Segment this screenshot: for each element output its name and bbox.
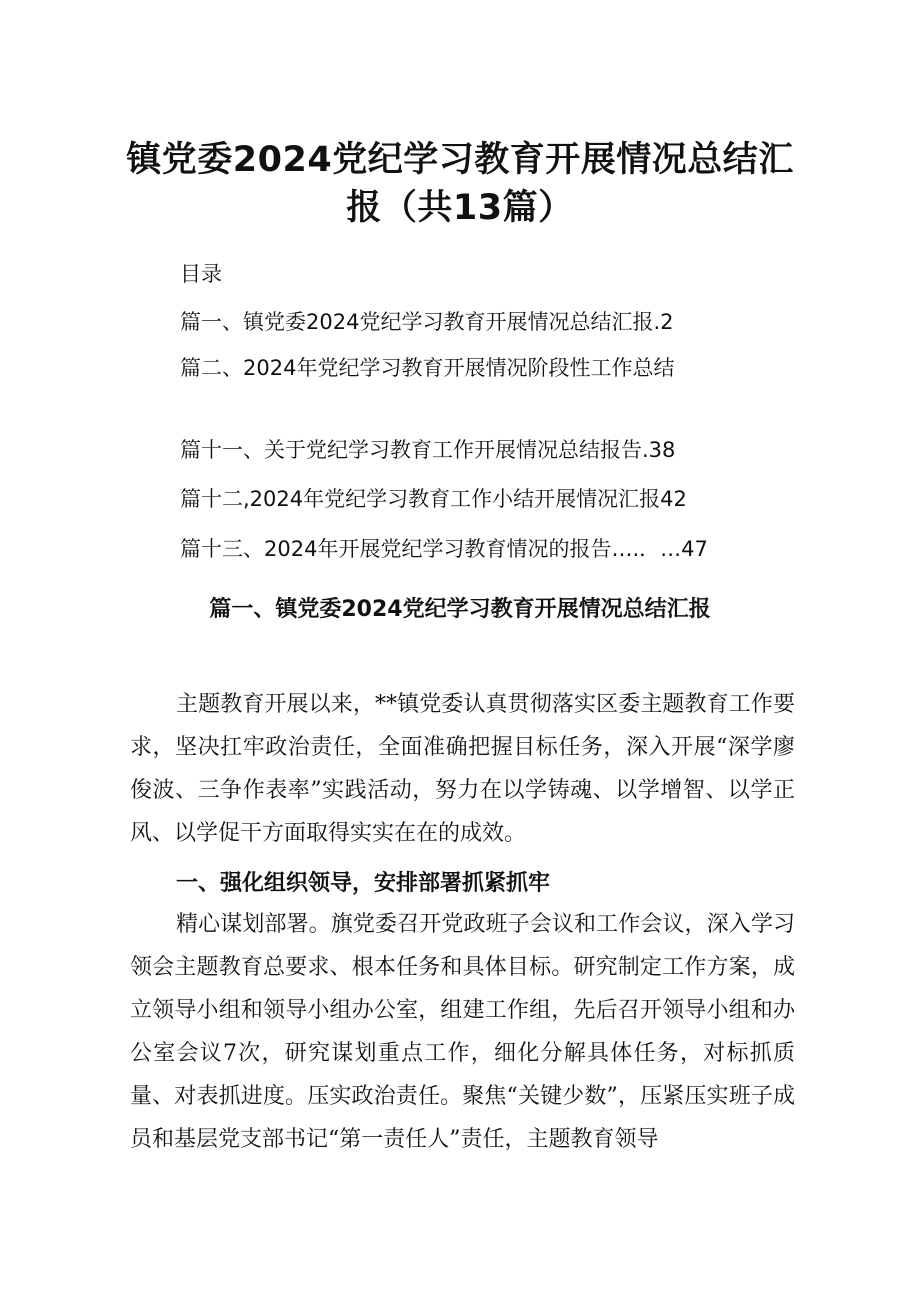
toc-item[interactable]: 篇二、2024年党纪学习教育开展情况阶段性工作总结 <box>180 356 675 380</box>
toc-item[interactable]: 篇十三、2024年开展党纪学习教育情况的报告….．…47 <box>180 537 708 561</box>
section-heading: 篇一、镇党委2024党纪学习教育开展情况总结汇报 <box>209 597 711 622</box>
toc-item[interactable]: 篇一、镇党委2024党纪学习教育开展情况总结汇报.2 <box>180 310 674 334</box>
body-paragraph: 主题教育开展以来，**镇党委认真贯彻落实区委主题教育工作要求，坚决扛牢政治责任，全面准确把握目标任务，深入开展“深学廖俊波、三争作表率”实践活动，努力在以学铸魂、以学增智、以学正风、以学促干方面取得实实在在的成效。 <box>130 692 795 846</box>
toc-item[interactable]: 篇十二,2024年党纪学习教育工作小结开展情况汇报42 <box>180 487 687 511</box>
document-title-line-2: 报（共13篇） <box>346 188 574 228</box>
document-title-line-1: 镇党委2024党纪学习教育开展情况总结汇 <box>126 140 794 180</box>
toc-item[interactable]: 篇十一、关于党纪学习教育工作开展情况总结报告.38 <box>180 438 676 462</box>
toc-label: 目录 <box>180 262 222 286</box>
section-subheading: 一、强化组织领导，安排部署抓紧抓牢 <box>176 871 551 896</box>
body-paragraph: 精心谋划部署。旗党委召开党政班子会议和工作会议，深入学习领会主题教育总要求、根本任务和具体目标。研究制定工作方案，成立领导小组和领导小组办公室，组建工作组，先后召开领导小组和办公室会议7次，研究谋划重点工作，细化分解具体任务，对标抓质量、对表抓进度。压实政治责任。聚焦“关键少数”，压紧压实班子成员和基层党支部书记“第一责任人”责任，主题教育领导 <box>130 912 795 1152</box>
